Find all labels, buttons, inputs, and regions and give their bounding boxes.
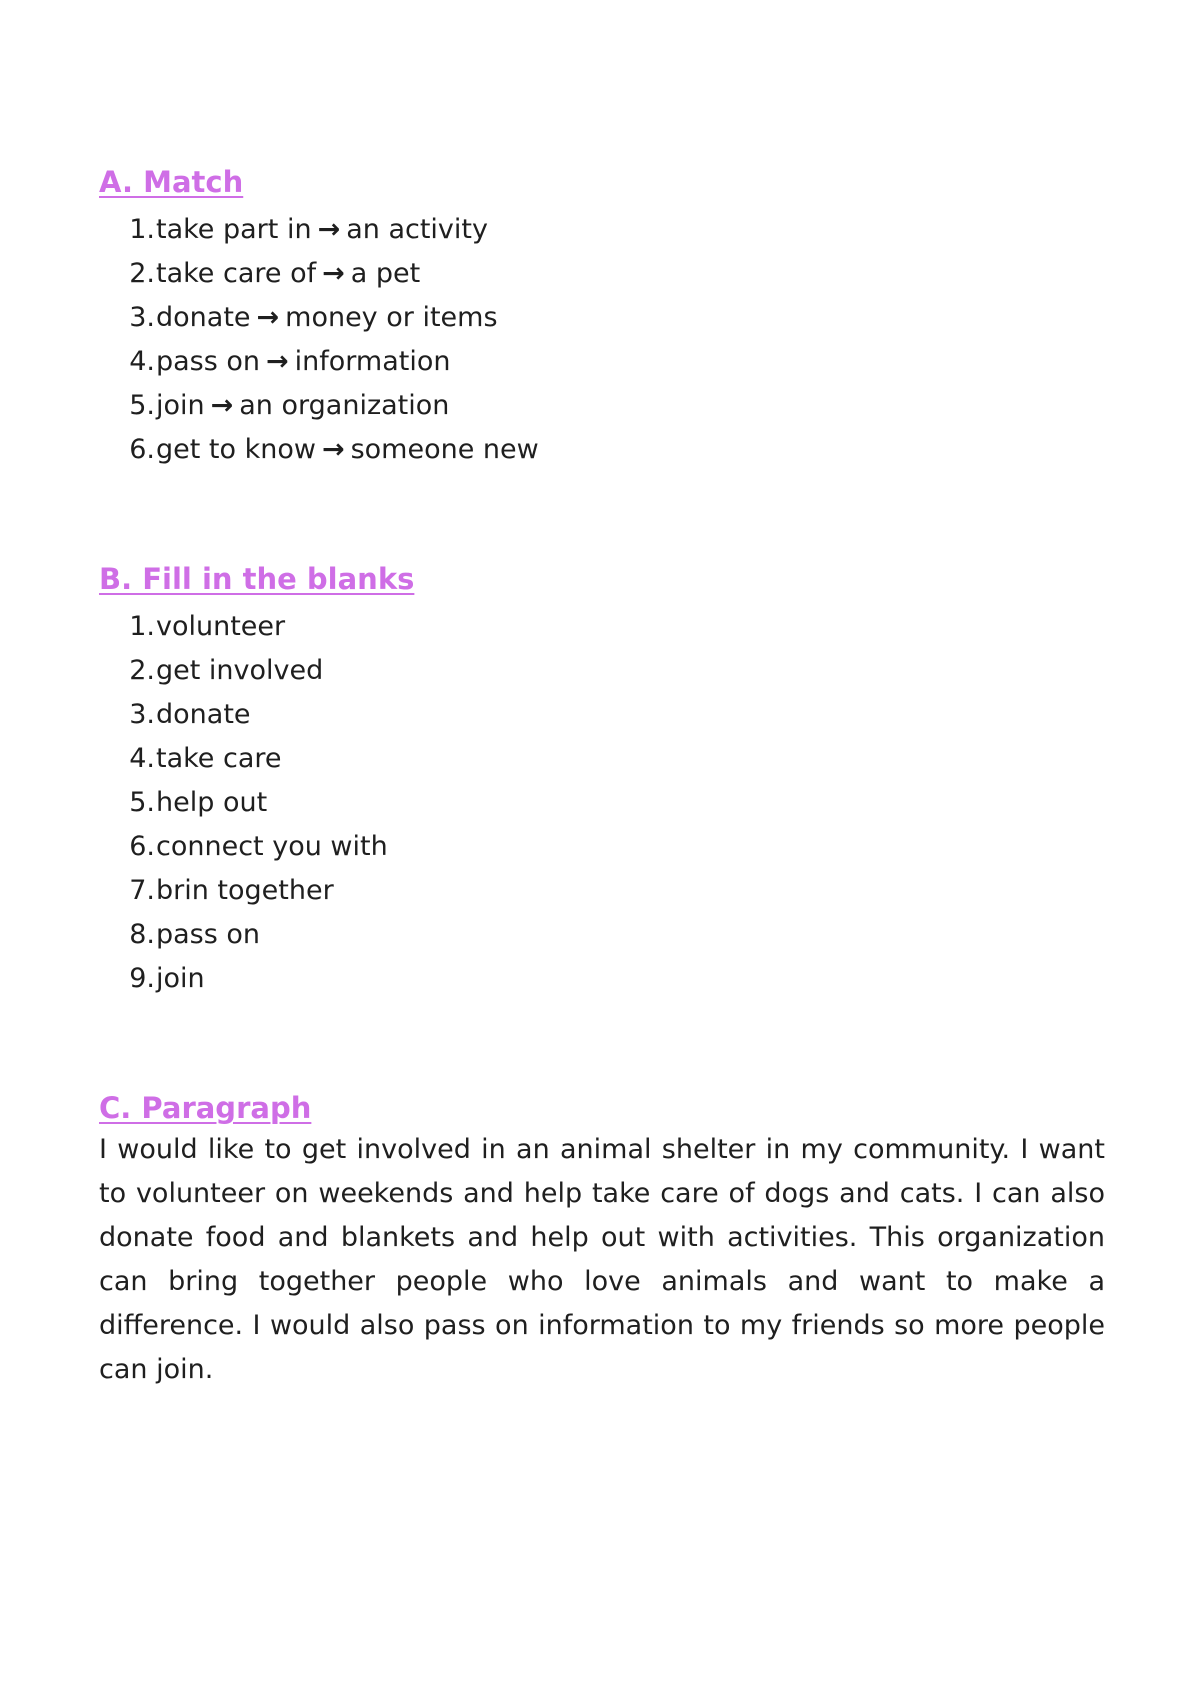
paragraph-text: I would like to get involved in an animal shelter in my community. I want to volunteer on weekends and help take care of dogs and cats. I can also donate food and blankets and help out with activities. This organization can bring together people who love animals and want to make a difference. I would also pass on information to my friends so more people can join. — [99, 1134, 1105, 1385]
answer-text: donate — [156, 699, 251, 730]
answer-text: help out — [156, 787, 268, 818]
arrow-icon: → — [266, 346, 289, 377]
answers-list — [99, 605, 1105, 1001]
list-item — [99, 384, 1105, 428]
list-item — [99, 781, 1105, 825]
arrow-icon: → — [210, 390, 234, 421]
item-number: 2. — [129, 258, 155, 289]
item-number: 1. — [129, 214, 155, 245]
answer-text: take care — [156, 743, 282, 774]
list-item — [99, 252, 1105, 296]
list-item — [99, 428, 1105, 472]
answer-text: volunteer — [156, 611, 286, 642]
match-right: an activity — [346, 214, 488, 245]
answer-text: connect you with — [156, 831, 388, 862]
item-number: 8. — [129, 919, 155, 950]
arrow-icon: → — [322, 258, 345, 289]
match-left: take part in — [156, 214, 312, 245]
item-number: 3. — [129, 699, 155, 730]
section-heading-fill-blanks: B. Fill in the blanks — [99, 562, 415, 596]
section-paragraph — [99, 1088, 1105, 1392]
answer-text: get involved — [156, 655, 324, 686]
list-item — [99, 208, 1105, 252]
match-left: get to know — [156, 434, 316, 465]
answer-text: pass on — [156, 919, 261, 950]
match-right: someone new — [350, 434, 539, 465]
item-number: 5. — [129, 390, 155, 421]
item-number: 4. — [129, 346, 155, 377]
item-number: 4. — [129, 743, 155, 774]
list-item — [99, 957, 1105, 1001]
arrow-icon: → — [321, 434, 345, 465]
list-item — [99, 869, 1105, 913]
section-heading-paragraph: C. Paragraph — [99, 1091, 312, 1125]
list-item — [99, 737, 1105, 781]
match-left: donate — [156, 302, 251, 333]
answer-text: join — [156, 963, 205, 994]
item-number: 9. — [129, 963, 155, 994]
match-left: join — [156, 390, 205, 421]
item-number: 6. — [129, 831, 155, 862]
match-left: take care of — [156, 258, 317, 289]
match-right: a pet — [350, 258, 421, 289]
match-right: information — [294, 346, 451, 377]
item-number: 6. — [129, 434, 155, 465]
arrow-icon: → — [256, 302, 280, 333]
item-number: 2. — [129, 655, 155, 686]
answer-text: brin together — [156, 875, 334, 906]
item-number: 5. — [129, 787, 155, 818]
match-right: an organization — [239, 390, 450, 421]
arrow-icon: → — [317, 214, 341, 245]
list-item — [99, 605, 1105, 649]
list-item — [99, 913, 1105, 957]
section-heading-match: A. Match — [99, 165, 244, 199]
list-item — [99, 649, 1105, 693]
match-right: money or items — [285, 302, 498, 333]
list-item — [99, 825, 1105, 869]
list-item — [99, 340, 1105, 384]
list-item — [99, 296, 1105, 340]
item-number: 1. — [129, 611, 155, 642]
section-fill-blanks — [99, 559, 1105, 1001]
item-number: 7. — [129, 875, 155, 906]
match-left: pass on — [156, 346, 261, 377]
list-item — [99, 693, 1105, 737]
section-match — [99, 162, 1105, 472]
match-list — [99, 208, 1105, 472]
item-number: 3. — [129, 302, 155, 333]
